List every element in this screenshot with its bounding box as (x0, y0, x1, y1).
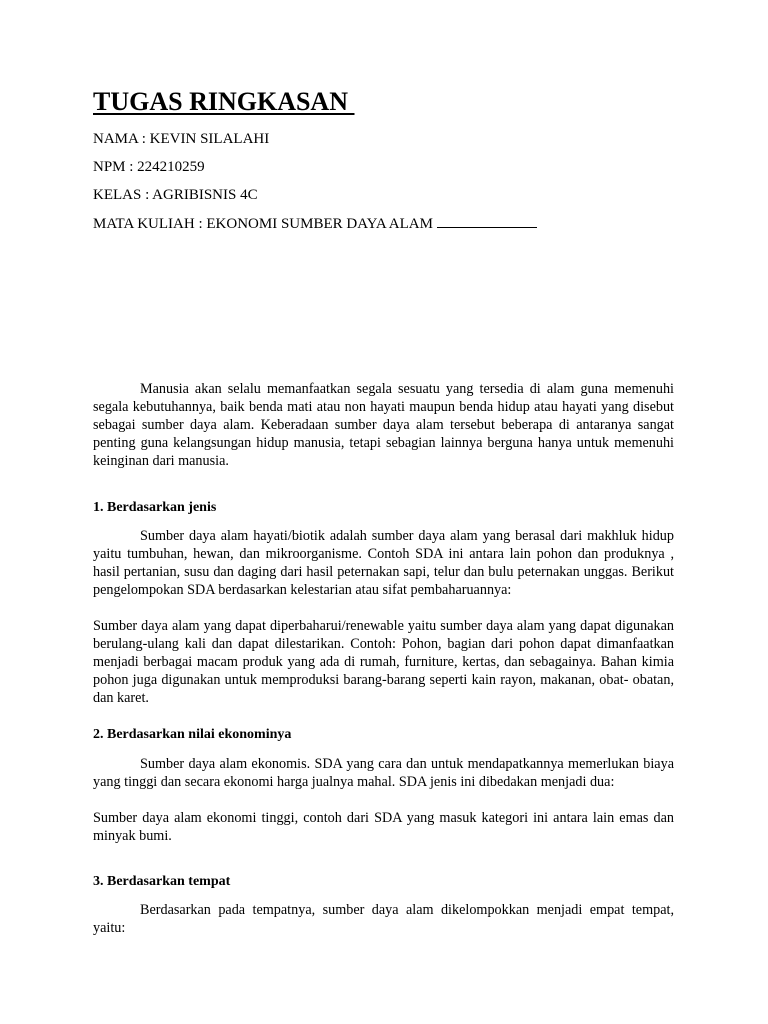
student-npm-line: NPM : 224210259 (93, 159, 205, 175)
blank-underline (437, 214, 537, 228)
section-ekonomi-paragraph-1: Sumber daya alam ekonomis. SDA yang cara dan untuk mendapatkannya memerlukan biaya yang tinggi dan secara ekonomi harga jualnya mahal. SDA jenis ini dibedakan menjadi dua: (93, 756, 674, 790)
course-line (93, 214, 537, 234)
section-jenis-paragraph-1: Sumber daya alam hayati/biotik adalah sumber daya alam yang berasal dari makhluk hidup yaitu tumbuhan, hewan, dan mikroorganisme. Contoh SDA ini antara lain pohon dan produknya , hasil pertanian, susu dan daging dari hasil peternakan sapi, telur dan bulu peternakan unggas. Berikut pengelompokan SDA berdasarkan kelestarian atau sifat pembaharuannya: (93, 528, 674, 598)
section-heading-jenis: 1. Berdasarkan jenis (93, 500, 217, 515)
student-name-line: NAMA : KEVIN SILALAHI (93, 131, 270, 147)
section-tempat-paragraph-1: Berdasarkan pada tempatnya, sumber daya alam dikelompokkan menjadi empat tempat, yaitu: (93, 902, 674, 936)
student-class-line: KELAS : AGRIBISNIS 4C (93, 187, 258, 203)
section-heading-tempat: 3. Berdasarkan tempat (93, 874, 231, 889)
intro-paragraph: Manusia akan selalu memanfaatkan segala sesuatu yang tersedia di alam guna memenuhi segala kebutuhannya, baik benda mati atau non hayati maupun benda hidup atau hayati yang disebut sebagai sumber daya alam. Keberadaan sumber daya alam tersebut beberapa di antaranya sangat penting guna kelangsungan hidup manusia, tetapi sebagian lainnya berguna hanya untuk memenuhi keinginan dari manusia. (93, 381, 674, 469)
document-title: TUGAS RINGKASAN (93, 87, 355, 116)
section-heading-ekonomi: 2. Berdasarkan nilai ekonominya (93, 727, 292, 742)
section-jenis-paragraph-2: Sumber daya alam yang dapat diperbaharui/renewable yaitu sumber daya alam yang dapat digunakan berulang-ulang kali dan dapat dilestarikan. Contoh: Pohon, bagian dari pohon dapat dimanfaatkan menjadi berbagai macam produk yang ada di rumah, furniture, kertas, dan sebagainya. Bahan kimia pohon juga digunakan untuk memproduksi barang-barang seperti kain rayon, makanan, obat- obatan, dan karet. (93, 618, 674, 706)
course-line-text: MATA KULIAH : EKONOMI SUMBER DAYA ALAM (93, 216, 433, 232)
section-ekonomi-paragraph-2: Sumber daya alam ekonomi tinggi, contoh dari SDA yang masuk kategori ini antara lain emas dan minyak bumi. (93, 810, 674, 844)
